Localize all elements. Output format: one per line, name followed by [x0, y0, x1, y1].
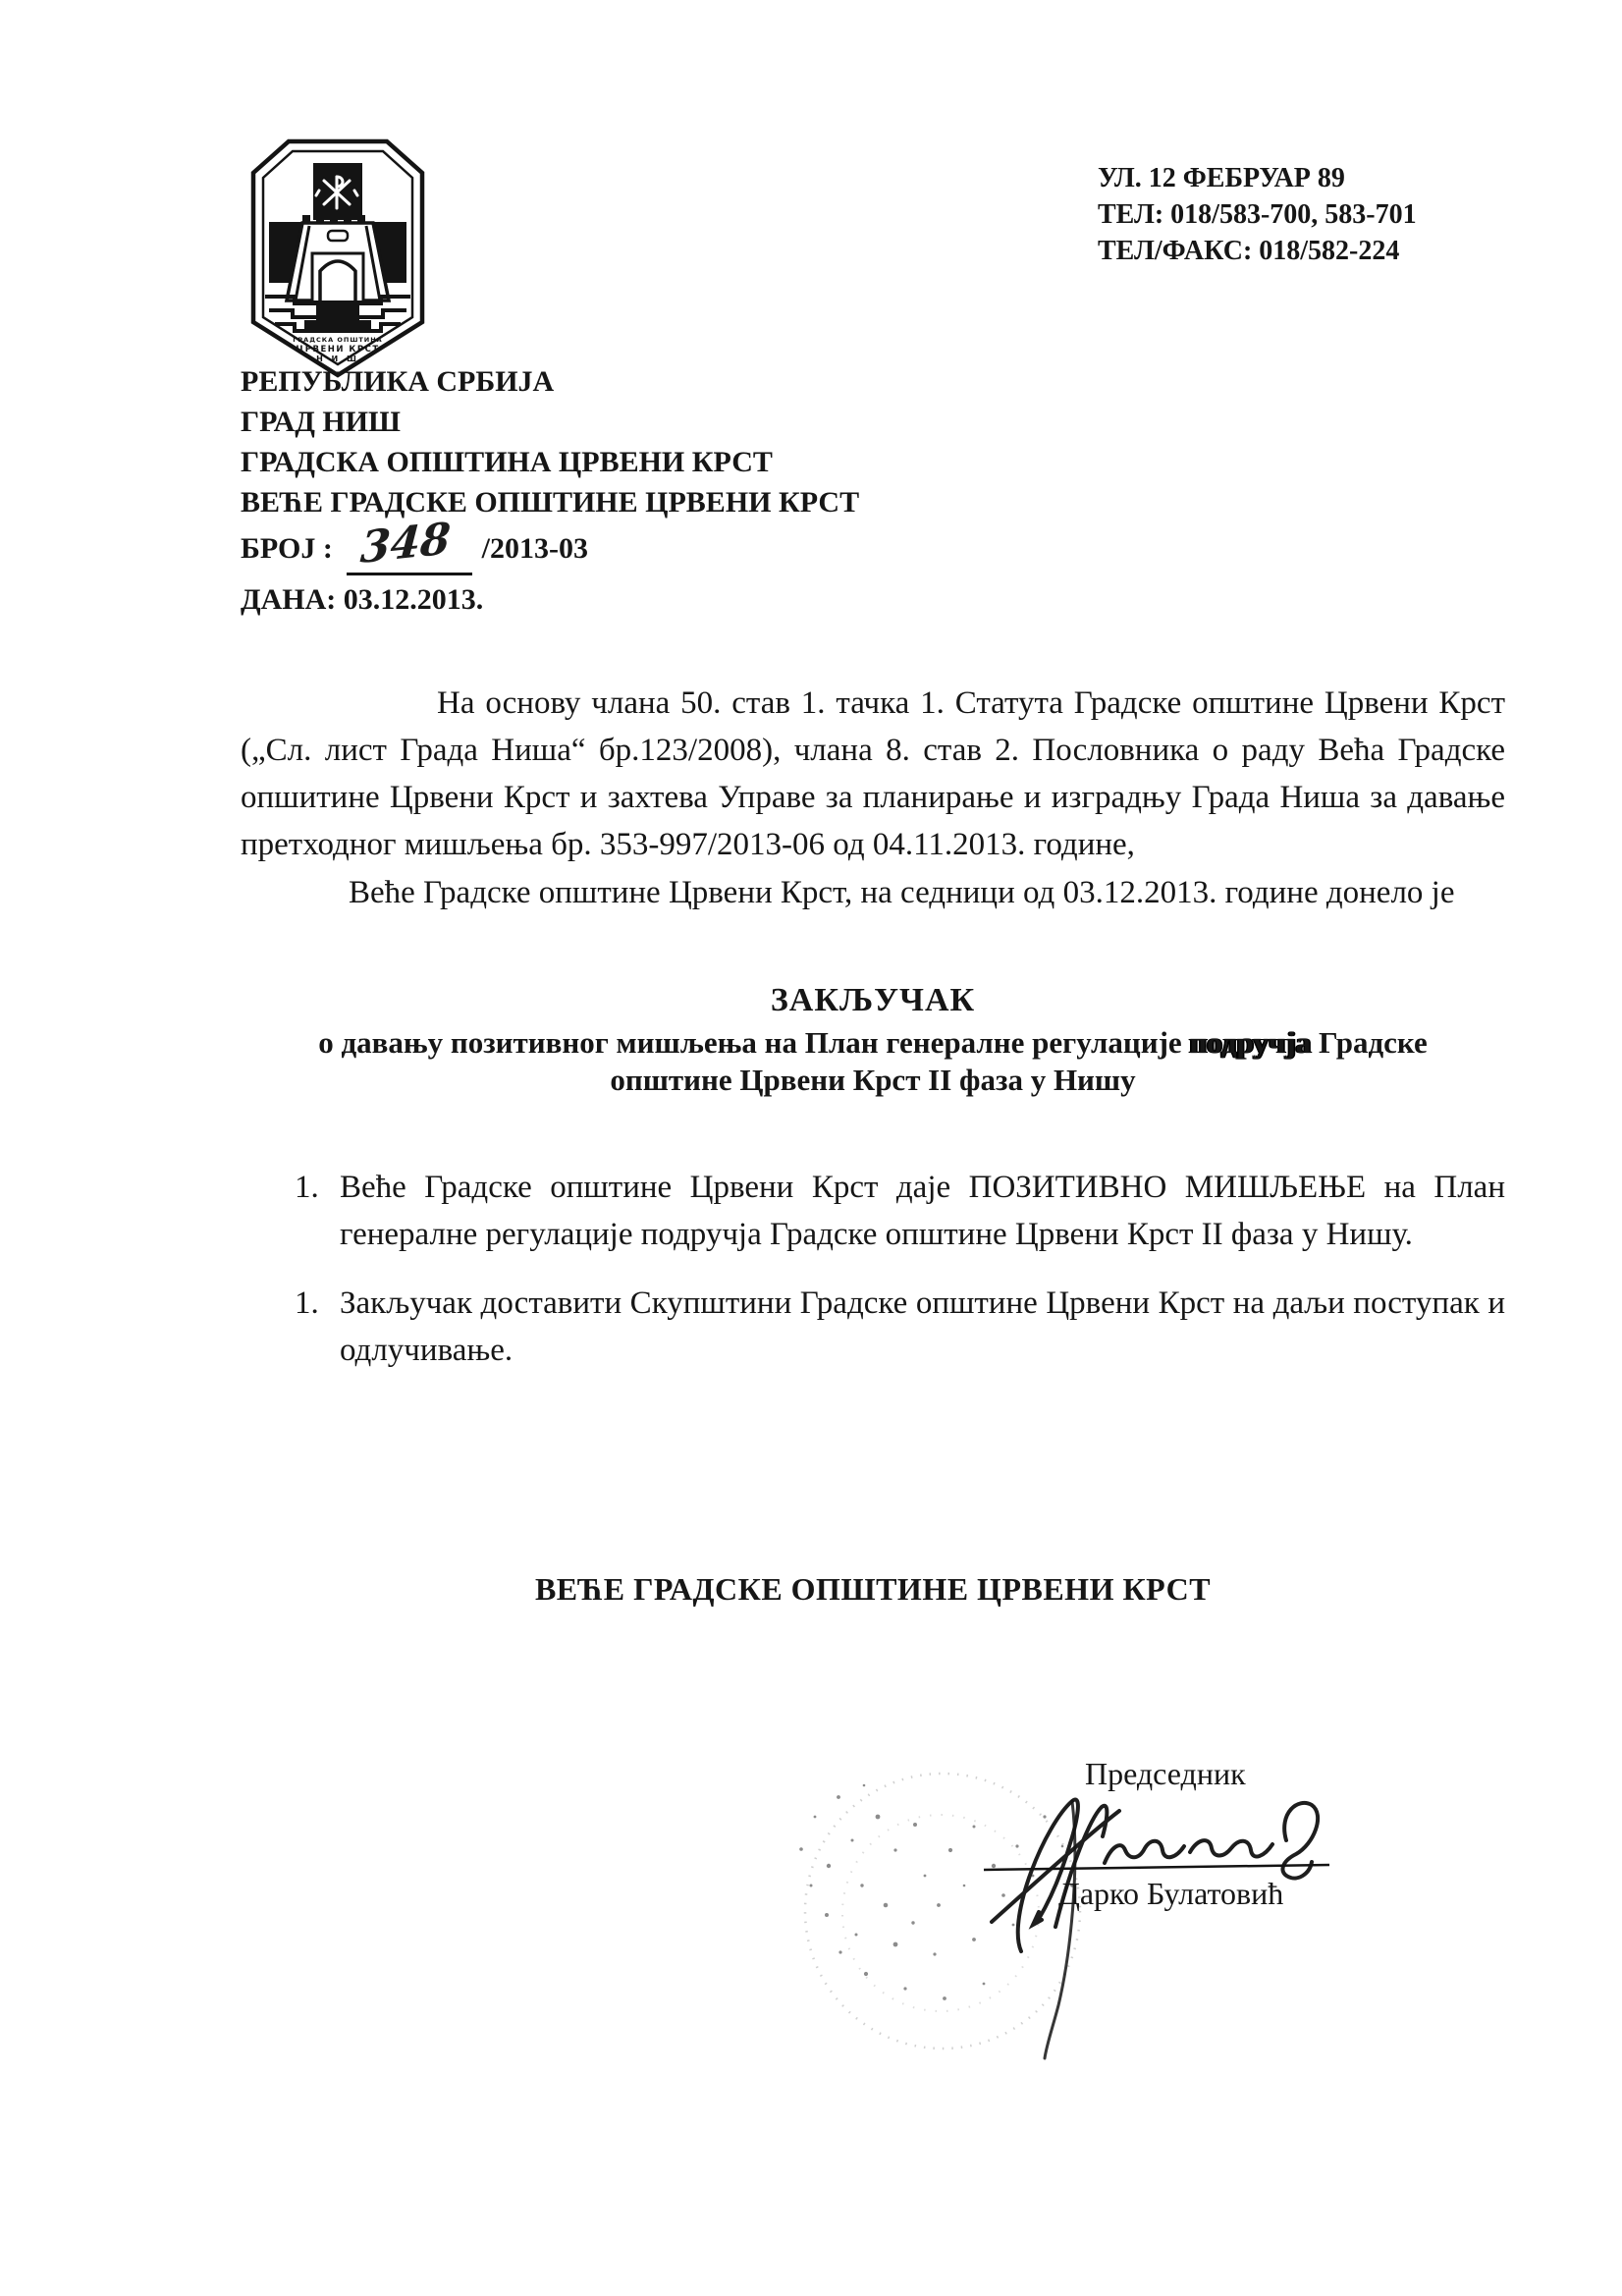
- phone-line: ТЕЛ: 018/583-700, 583-701: [1098, 199, 1417, 230]
- signature-line: [984, 1865, 1329, 1870]
- document-subtitle: [241, 1024, 1505, 1099]
- date-value: 03.12.2013.: [343, 583, 484, 616]
- case-number-handwritten: 348: [358, 513, 453, 574]
- issuer-heading: ВЕЋЕ ГРАДСКЕ ОПШТИНЕ ЦРВЕНИ КРСТ: [534, 1571, 1212, 1607]
- emblem-caption-line2: ЦРВЕНИ КРСТ: [296, 345, 380, 355]
- decision-item: [295, 1280, 1505, 1374]
- item-text: [340, 1164, 1505, 1258]
- org-header-block: [241, 361, 859, 620]
- item-line: Веће Градске општине Црвени Крст даје ПОЗИТИВНО МИШЉЕЊЕ на План: [340, 1170, 1505, 1205]
- case-number-suffix: /2013-03: [481, 532, 588, 565]
- subtitle-line2: општине Црвени Крст II фаза у Нишу: [610, 1063, 1136, 1097]
- subtitle-line1-post: Градске: [1311, 1025, 1428, 1060]
- item-line: генералне регулације подручја Градске општине Црвени Крст II фаза у Нишу.: [340, 1217, 1413, 1252]
- pedestal-step: [304, 320, 371, 330]
- gate-arch: [320, 261, 355, 301]
- window-slot: [328, 231, 348, 241]
- signature-scribble: [923, 1750, 1365, 2074]
- emblem-caption-line1: ГРАДСКА ОПШТИНА: [293, 336, 383, 344]
- preamble-line: („Сл. лист Града Ниша“ бр.123/2008), члана 8. став 2. Пословника о раду Већа Градске: [241, 733, 1505, 768]
- preamble-line: На основу члана 50. став 1. тачка 1. Статута Градске општине Црвени Крст: [437, 685, 1505, 721]
- item-text: [340, 1280, 1505, 1374]
- preamble-line: Веће Градске општине Црвени Крст, на седници од 03.12.2013. године донело је: [349, 875, 1455, 910]
- case-number-underline: [347, 513, 472, 575]
- preamble-line: претходног мишљења бр. 353-997/2013-06 од 04.11.2013. године,: [241, 827, 1135, 862]
- item-number: 1.: [295, 1285, 319, 1321]
- address-line: УЛ. 12 ФЕБРУАР 89: [1098, 163, 1345, 193]
- emblem-caption: [293, 336, 382, 363]
- republic-line: РЕПУБЛИКА СРБИЈА: [241, 365, 555, 398]
- city-line: ГРАД НИШ: [241, 406, 401, 438]
- contact-block: [1098, 160, 1417, 269]
- document-title: ЗАКЉУЧАК: [770, 982, 976, 1018]
- item-line: одлучивање.: [340, 1333, 514, 1368]
- municipality-line: ГРАДСКА ОПШТИНА ЦРВЕНИ КРСТ: [241, 446, 773, 478]
- council-line: ВЕЋЕ ГРАДСКЕ ОПШТИНЕ ЦРВЕНИ КРСТ: [241, 486, 860, 519]
- emblem-caption-line3: Н И Ш: [316, 355, 359, 363]
- item-line: Закључак доставити Скупштини Градске општине Црвени Крст на даљи поступак и: [340, 1285, 1505, 1321]
- case-number-label: БРОЈ :: [241, 532, 333, 565]
- item-number: 1.: [295, 1170, 319, 1205]
- decision-item: [295, 1164, 1505, 1258]
- subtitle-line1-pre: о давању позитивног мишљења на План генералне регулације: [318, 1025, 1190, 1060]
- preamble-line: опшитине Црвени Крст и захтева Управе за планирање и изградњу Града Ниша за давање: [241, 780, 1505, 815]
- date-line: [241, 579, 859, 620]
- preamble: [241, 680, 1505, 916]
- subtitle-line1: [241, 1024, 1505, 1062]
- signatory-name: Дарко Булатовић: [1058, 1876, 1284, 1911]
- date-label: ДАНА:: [241, 583, 337, 616]
- case-number-line: [241, 513, 859, 575]
- fax-line: ТЕЛ/ФАКС: 018/582-224: [1098, 236, 1400, 266]
- coat-of-arms: [242, 128, 434, 381]
- subtitle-smudged-word: подручја: [1189, 1025, 1312, 1060]
- signatory-role: Председник: [1085, 1756, 1246, 1791]
